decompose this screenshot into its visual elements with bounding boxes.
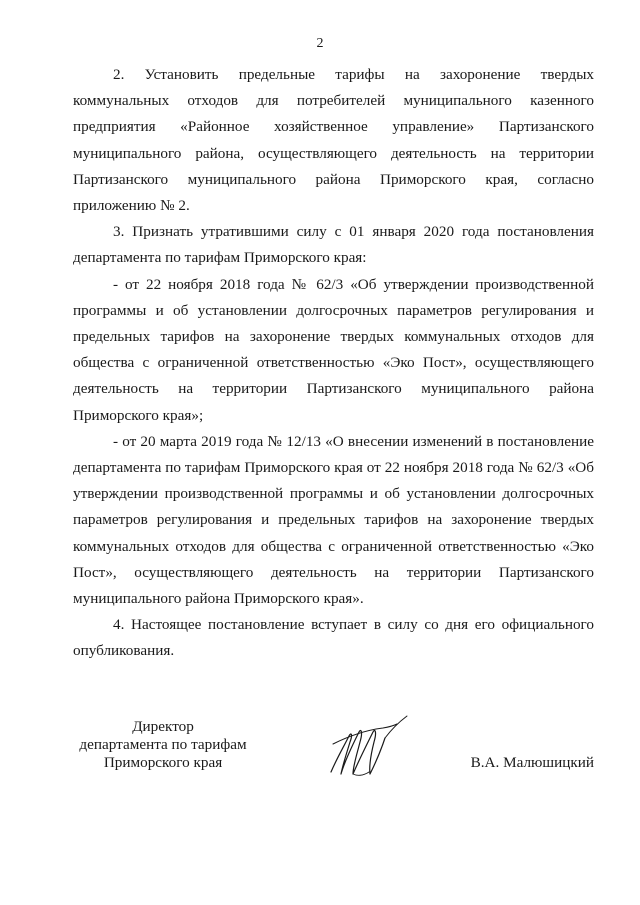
- position-line-1: Директор: [132, 718, 194, 735]
- paragraph-item-2: 2. Установить предельные тарифы на захоронение твердых коммунальных отходов для потребителей муниципального казенного предприятия «Районное хозяйственное управление» Партизанского муниципального района, осуществляющего деятельность на территории Партизанского муниципального района Приморского края, согласно приложению № 2.: [73, 66, 594, 215]
- paragraph-repeal-2018: - от 22 ноября 2018 года № 62/3 «Об утверждении производственной программы и об установлении долгосрочных параметров регулирования и предельных тарифов на захоронение твердых коммунальных отходов для общества с ограниченной ответственностью «Эко Пост», осуществляющего деятельность на территории Партизанского муниципального района Приморского края»;: [73, 275, 594, 424]
- signatory-position: [73, 718, 253, 772]
- signatory-name: В.А. Малюшицкий: [470, 754, 594, 771]
- paragraph-item-4: 4. Настоящее постановление вступает в силу со дня его официального опубликования.: [73, 616, 594, 660]
- document-body: [73, 62, 594, 665]
- page-number: 2: [316, 36, 324, 51]
- paragraph-item-3: 3. Признать утратившими силу с 01 января 2020 года постановления департамента по тарифам Приморского края:: [73, 223, 594, 267]
- signature-block: [73, 718, 594, 788]
- handwritten-signature-icon: [323, 714, 413, 784]
- paragraph-repeal-2019: - от 20 марта 2019 года № 12/13 «О внесении изменений в постановление департамента по тарифам Приморского края от 22 ноября 2018 года № 62/3 «Об утверждении производственной программы и об установлении долгосрочных параметров регулирования и предельных тарифов на захоронение твердых коммунальных отходов для общества с ограниченной ответственностью «Эко Пост», осуществляющего деятельность на территории Партизанского муниципального района Приморского края».: [73, 432, 594, 608]
- position-line-3: Приморского края: [103, 754, 223, 771]
- position-line-2: департамента по тарифам: [79, 736, 247, 753]
